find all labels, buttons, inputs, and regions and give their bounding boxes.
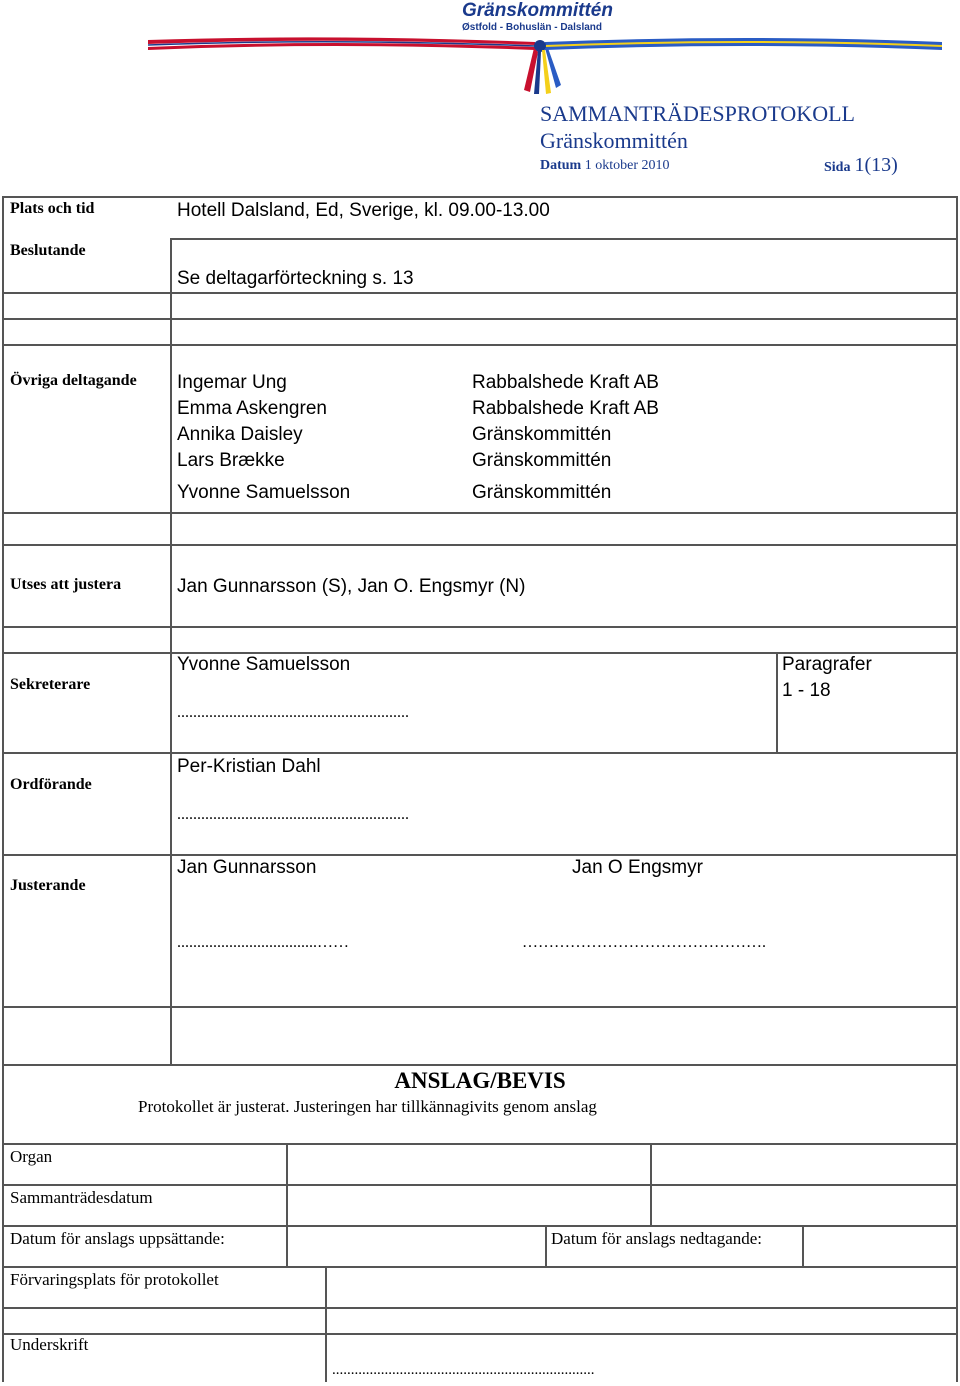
justerande-signature-line-2: ………………………………………. (522, 934, 766, 951)
ovriga-deltagande-label: Övriga deltagande (10, 372, 137, 389)
beslutande-value: Se deltagarförteckning s. 13 (177, 268, 414, 289)
underskrift-label: Underskrift (10, 1335, 89, 1354)
page-label: Sida (824, 160, 851, 175)
ordforande-signature-line: .......................................................... (177, 806, 409, 823)
nedtagande-label: Datum för anslags nedtagande: (551, 1229, 763, 1248)
document-title: SAMMANTRÄDESPROTOKOLL (540, 101, 855, 126)
flag-ribbon-graphic (0, 30, 960, 100)
ordforande-label: Ordförande (10, 776, 92, 793)
underskrift-signature-line: ...................................................................... (332, 1362, 595, 1378)
document-subtitle: Gränskommittén (540, 128, 688, 153)
paragrafer-value: 1 - 18 (782, 680, 831, 701)
ordforande-name: Per-Kristian Dahl (177, 756, 321, 777)
sammantradesdatum-label: Sammanträdesdatum (10, 1188, 153, 1207)
participant-org: Rabbalshede Kraft AB (472, 372, 659, 393)
date-label: Datum (540, 158, 582, 173)
page-value: 1(13) (854, 154, 898, 176)
participant-name: Emma Askengren (177, 398, 327, 419)
logo-tagline: Østfold - Bohuslän - Dalsland (462, 22, 603, 33)
sekreterare-label: Sekreterare (10, 676, 91, 693)
utses-att-justera-value: Jan Gunnarsson (S), Jan O. Engsmyr (N) (177, 576, 526, 597)
participant-org: Gränskommittén (472, 482, 612, 503)
organ-label: Organ (10, 1147, 53, 1166)
utses-att-justera-label: Utses att justera (10, 576, 122, 593)
plats-och-tid-label: Plats och tid (10, 200, 95, 217)
participant-org: Rabbalshede Kraft AB (472, 398, 659, 419)
beslutande-label: Beslutande (10, 242, 86, 259)
participant-name: Lars Brække (177, 450, 285, 471)
justerande-label: Justerande (10, 877, 86, 894)
sekreterare-signature-line: .......................................................... (177, 704, 409, 721)
page-number (824, 154, 898, 177)
justerande-signature-line-1: ...................................…… (177, 934, 349, 951)
plats-och-tid-value: Hotell Dalsland, Ed, Sverige, kl. 09.00-13.00 (177, 200, 550, 221)
logo-name: Gränskommittén (462, 0, 613, 21)
date-value: 1 oktober 2010 (584, 158, 670, 173)
participant-name: Ingemar Ung (177, 372, 287, 393)
uppsattande-label: Datum för anslags uppsättande: (10, 1229, 225, 1248)
sekreterare-name: Yvonne Samuelsson (177, 654, 351, 675)
justerande-name-1: Jan Gunnarsson (177, 857, 317, 878)
participant-name: Yvonne Samuelsson (177, 482, 351, 503)
participant-org: Gränskommittén (472, 450, 612, 471)
anslag-title: ANSLAG/BEVIS (394, 1068, 566, 1093)
forvaringsplats-label: Förvaringsplats för protokollet (10, 1270, 219, 1289)
anslag-description: Protokollet är justerat. Justeringen har tillkännagivits genom anslag (138, 1097, 597, 1116)
paragrafer-label: Paragrafer (782, 654, 872, 675)
date-field (540, 158, 670, 174)
participant-org: Gränskommittén (472, 424, 612, 445)
justerande-name-2: Jan O Engsmyr (572, 857, 703, 878)
participant-name: Annika Daisley (177, 424, 303, 445)
